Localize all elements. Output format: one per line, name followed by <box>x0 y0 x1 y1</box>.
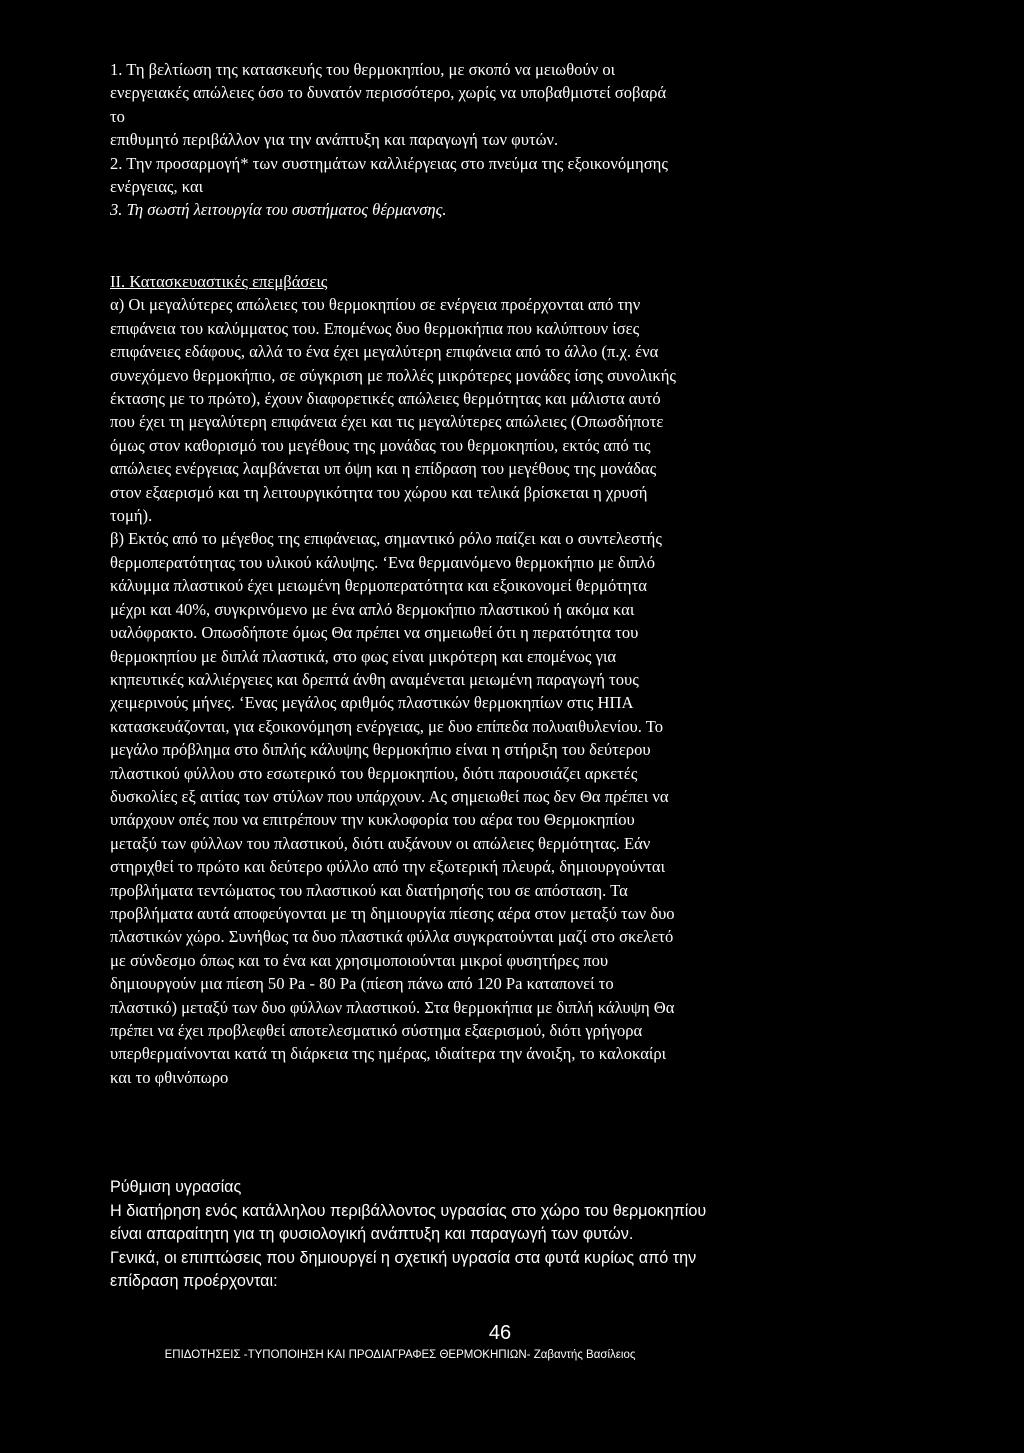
paragraph-line: απώλειες ενέργειας λαμβάνεται υπ όψη και η επίδραση του μεγέθους της μονάδας <box>110 459 657 479</box>
intro-line: ενεργειακές απώλειες όσο το δυνατόν περισσότερο, χωρίς να υποβαθμιστεί σοβαρά <box>110 83 667 103</box>
paragraph-line: πρέπει να έχει προβλεφθεί αποτελεσματικό σύστημα εξαερισμού, διότι γρήγορα <box>110 1021 643 1040</box>
paragraph-line: όμως στον καθορισμό του μεγέθους της μονάδας του θερμοκηπίου, εκτός από τις <box>110 435 651 455</box>
paragraph-line: στηριχθεί το πρώτο και δεύτερο φύλλο από την εξωτερική πλευρά, δημιουργούνται <box>110 857 666 877</box>
paragraph-line: επιφάνειες εδάφους, αλλά το ένα έχει μεγαλύτερη επιφάνεια από το άλλο (π.χ. ένα <box>110 342 659 362</box>
section-ii-block <box>110 270 830 1089</box>
paragraph-line: α) Οι μεγαλύτερες απώλειες του θερμοκηπίου σε ενέργεια προέρχονται από την <box>110 295 641 315</box>
intro-block <box>110 58 830 222</box>
paragraph-line: θερμοκηπίου με διπλά πλαστικά, στο φως είναι μικρότερη και επομένως για <box>110 646 617 666</box>
section-heading: Ρύθμιση υγρασίας <box>110 1178 242 1196</box>
paragraph-line: πλαστικών χώρο. Συνήθως τα δυο πλαστικά φύλλα συγκρατούνται μαζί στο σκελετό <box>110 927 674 947</box>
paragraph-line: κάλυμμα πλαστικού έχει μειωμένη θερμοπερατότητα και εξοικονομεί θερμότητα <box>110 576 647 596</box>
paragraph-line: πλαστικό) μεταξύ των δυο φύλλων πλαστικού. Στα θερμοκήπια με διπλή κάλυψη Θα <box>110 997 675 1017</box>
paragraph-line: δυσκολίες εξ αιτίας των στύλων που υπάρχουν. Ας σημειωθεί πως δεν Θα πρέπει να <box>110 786 669 806</box>
paragraph-line: β) Εκτός από το μέγεθος της επιφάνειας, σημαντικό ρόλο παίζει και ο συντελεστής <box>110 529 662 549</box>
paragraph-line: που έχει τη μεγαλύτερη επιφάνεια έχει και τις μεγαλύτερες απώλειες (Οπωσδήποτε <box>110 412 664 432</box>
intro-line: 3. Τη σωστή λειτουργία του συστήματος θέρμανσης. <box>110 200 447 220</box>
paragraph-line: θερμοπερατότητας του υλικού κάλυψης. ‘Ενα θερμαινόμενο θερμοκήπιο με διπλό <box>110 552 656 572</box>
paragraph-line: επιφάνεια του καλύμματος του. Επομένως δυο θερμοκήπια που καλύπτουν ίσες <box>110 318 640 338</box>
paragraph-line: προβλήματα αυτά αποφεύγονται με τη δημιουργία πίεσης αέρα στον μεταξύ των δυο <box>110 903 675 923</box>
paragraph-line: προβλήματα τεντώματος του πλαστικού και διατήρησής του σε απόσταση. Τα <box>110 880 628 900</box>
paragraph-line: συνεχόμενο θερμοκήπιο, σε σύγκριση με πολλές μικρότερες μονάδες ίσης συνολικής <box>110 365 676 385</box>
paragraph-line: και το φθινόπωρο <box>110 1067 229 1087</box>
page-number: 46 <box>488 1322 512 1344</box>
paragraph-line: χειμερινούς μήνες. ‘Ενας μεγάλος αριθμός πλαστικών θερμοκηπίων στις ΗΠΑ <box>110 693 634 713</box>
paragraph-line: υπερθερμαίνονται κατά τη διάρκεια της ημέρας, ιδιαίτερα την άνοιξη, το καλοκαίρι <box>110 1044 667 1064</box>
paragraph-line: Γενικά, οι επιπτώσεις που δημιουργεί η σχετική υγρασία στα φυτά κυρίως από την <box>110 1248 697 1267</box>
paragraph-line: δημιουργούν μια πίεση 50 Pa - 80 Pa (πίεση πάνω από 120 Pa καταπονεί το <box>110 974 614 994</box>
paragraph-line: υπάρχουν οπές που να επιτρέπουν την κυκλοφορία του αέρα του Θερμοκηπίου <box>110 810 635 830</box>
paragraph-line: υαλόφρακτο. Οπωσδήποτε όμως Θα πρέπει να σημειωθεί ότι η περατότητα του <box>110 623 639 643</box>
paragraph-line: επίδραση προέρχονται: <box>110 1272 278 1291</box>
paragraph-line: τομή). <box>110 506 153 526</box>
paragraph-line: έκτασης με το πρώτο), έχουν διαφορετικές απώλειες θερμότητας και μάλιστα αυτό <box>110 389 661 409</box>
paragraph-line: μεταξύ των φύλλων του πλαστικού, διότι αυξάνουν οι απώλειες θερμότητας. Εάν <box>110 833 651 853</box>
paragraph-line: στον εξαερισμό και τη λειτουργικότητα του χώρου και τελικά βρίσκεται η χρυσή <box>110 482 648 502</box>
paragraph-line: μεγάλο πρόβλημα στο διπλής κάλυψης θερμοκήπιο είναι η στήριξη του δεύτερου <box>110 740 651 760</box>
intro-line: επιθυμητό περιβάλλον για την ανάπτυξη και παραγωγή των φυτών. <box>110 130 559 150</box>
paragraph-line: μέχρι και 40%, συγκρινόμενο με ένα απλό 8ερμοκήπιο πλαστικού ή ακόμα και <box>110 599 635 619</box>
intro-line: 2. Την προσαρμογή* των συστημάτων καλλιέργειας στο πνεύμα της εξοικονόμησης <box>110 153 668 173</box>
paragraph-line: κατασκευάζονται, για εξοικονόμηση ενέργειας, με δυο επίπεδα πολυαιθυλενίου. Το <box>110 716 664 736</box>
section-heading: ΙΙ. Κατασκευαστικές επεμβάσεις <box>110 272 328 291</box>
paragraph-line: Η διατήρηση ενός κατάλληλου περιβάλλοντος υγρασίας στο χώρο του θερμοκηπίου <box>110 1201 707 1220</box>
intro-line: ενέργειας, και <box>110 177 204 197</box>
paragraph-line: κηπευτικές καλλιέργειες και δρεπτά άνθη αναμένεται μειωμένη παραγωγή τους <box>110 669 639 689</box>
paragraph-line: είναι απαραίτητη για τη φυσιολογική ανάπτυξη και παραγωγή των φυτών. <box>110 1225 634 1244</box>
paragraph-line: πλαστικού φύλλου στο εσωτερικό του θερμοκηπίου, διότι παρουσιάζει αρκετές <box>110 763 638 783</box>
intro-line: το <box>110 106 125 126</box>
page-footer: ΕΠΙΔΟΤΗΣΕΙΣ -ΤΥΠΟΠΟΙΗΣΗ ΚΑΙ ΠΡΟΔΙΑΓΡΑΦΕΣ ΘΕΡΜΟΚΗΠΙΩΝ- Ζαβαντής Βασίλειος <box>164 1349 636 1361</box>
intro-line: 1. Τη βελτίωση της κατασκευής του θερμοκηπίου, με σκοπό να μειωθούν οι <box>110 60 616 79</box>
humidity-block <box>110 1176 830 1294</box>
paragraph-line: με σύνδεσμο όπως και το ένα και χρησιμοποιούνται μικροί φυσητήρες που <box>110 950 609 970</box>
